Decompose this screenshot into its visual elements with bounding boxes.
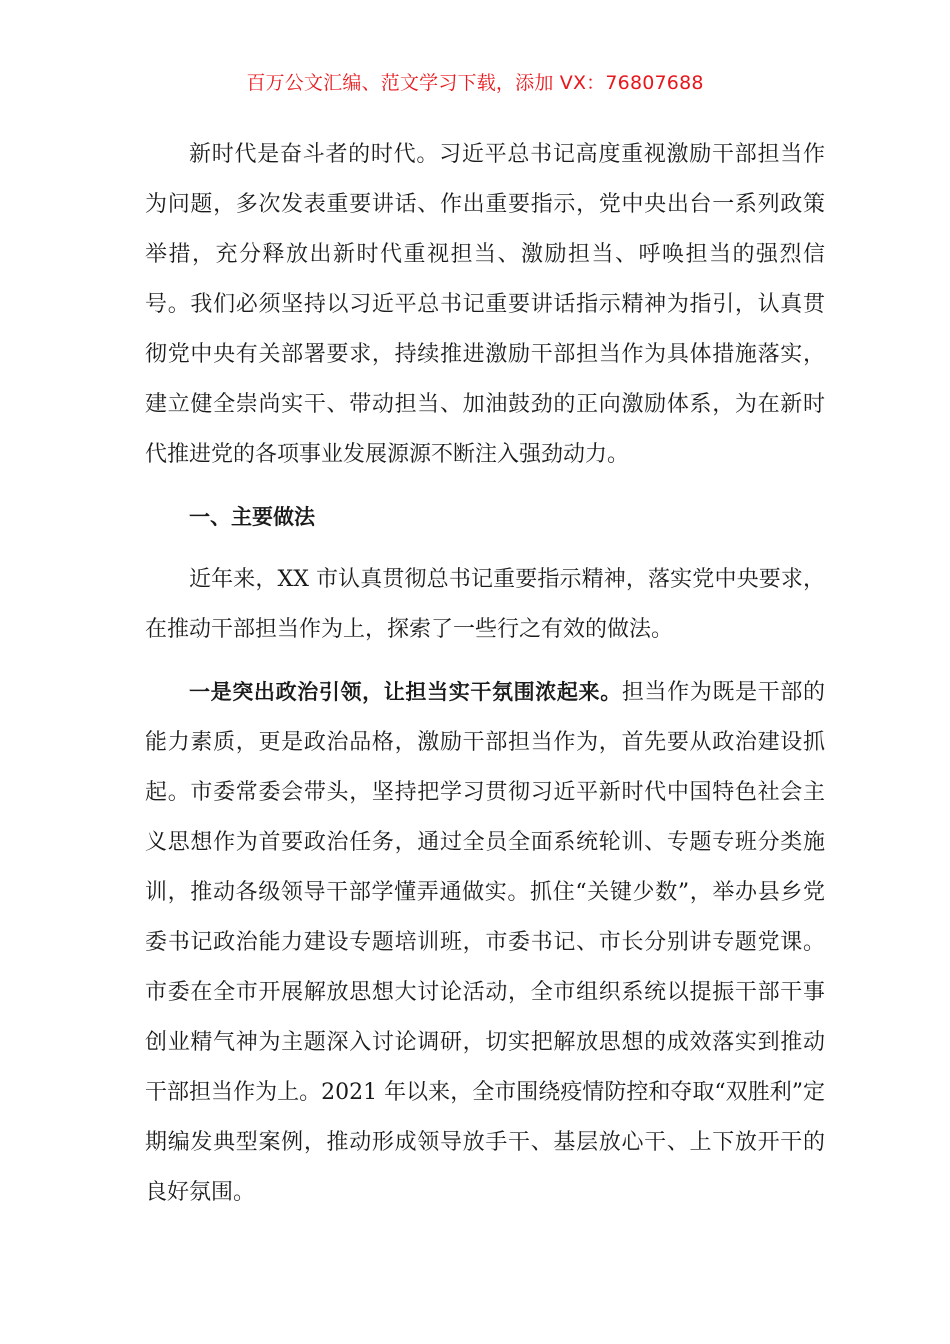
section-heading: 一、主要做法 — [189, 505, 315, 529]
point-one-body: 担当作为既是干部的能力素质，更是政治品格，激励干部担当作为，首先要从政治建设抓起。市委常委会带头，坚持把学习贯彻习近平新时代中国特色社会主义思想作为首要政治任务，通过全员全面系统轮训、专题专班分类施训，推动各级领导干部学懂弄通做实。抓住“关键少数”，举办县乡党委书记政治能力建设专题培训班，市委书记、市长分别讲专题党课。市委在全市开展解放思想大讨论活动，全市组织系统以提振干部干事创业精气神为主题深入讨论调研，切实把解放思想的成效落实到推动干部担当作为上。2021 年以来，全市围绕疫情防控和夺取“双胜利”定期编发典型案例，推动形成领导放手干、基层放心干、上下放开干的良好氛围。 — [145, 680, 825, 1205]
document-body — [145, 130, 825, 1218]
point-one-lead: 一是突出政治引领，让担当实干氛围浓起来。 — [189, 680, 622, 704]
point-one-paragraph — [145, 667, 825, 1218]
section-intro-paragraph: 近年来，XX 市认真贯彻总书记重要指示精神，落实党中央要求，在推动干部担当作为上，探索了一些行之有效的做法。 — [145, 567, 825, 642]
header-banner: 百万公文汇编、范文学习下载，添加 VX：76807688 — [246, 72, 704, 94]
intro-paragraph: 新时代是奋斗者的时代。习近平总书记高度重视激励干部担当作为问题，多次发表重要讲话、作出重要指示，党中央出台一系列政策举措，充分释放出新时代重视担当、激励担当、呼唤担当的强烈信号。我们必须坚持以习近平总书记重要讲话指示精神为指引，认真贯彻党中央有关部署要求，持续推进激励干部担当作为具体措施落实，建立健全崇尚实干、带动担当、加油鼓劲的正向激励体系，为在新时代推进党的各项事业发展源源不断注入强劲动力。 — [145, 142, 825, 467]
section-heading-paragraph — [145, 492, 825, 543]
